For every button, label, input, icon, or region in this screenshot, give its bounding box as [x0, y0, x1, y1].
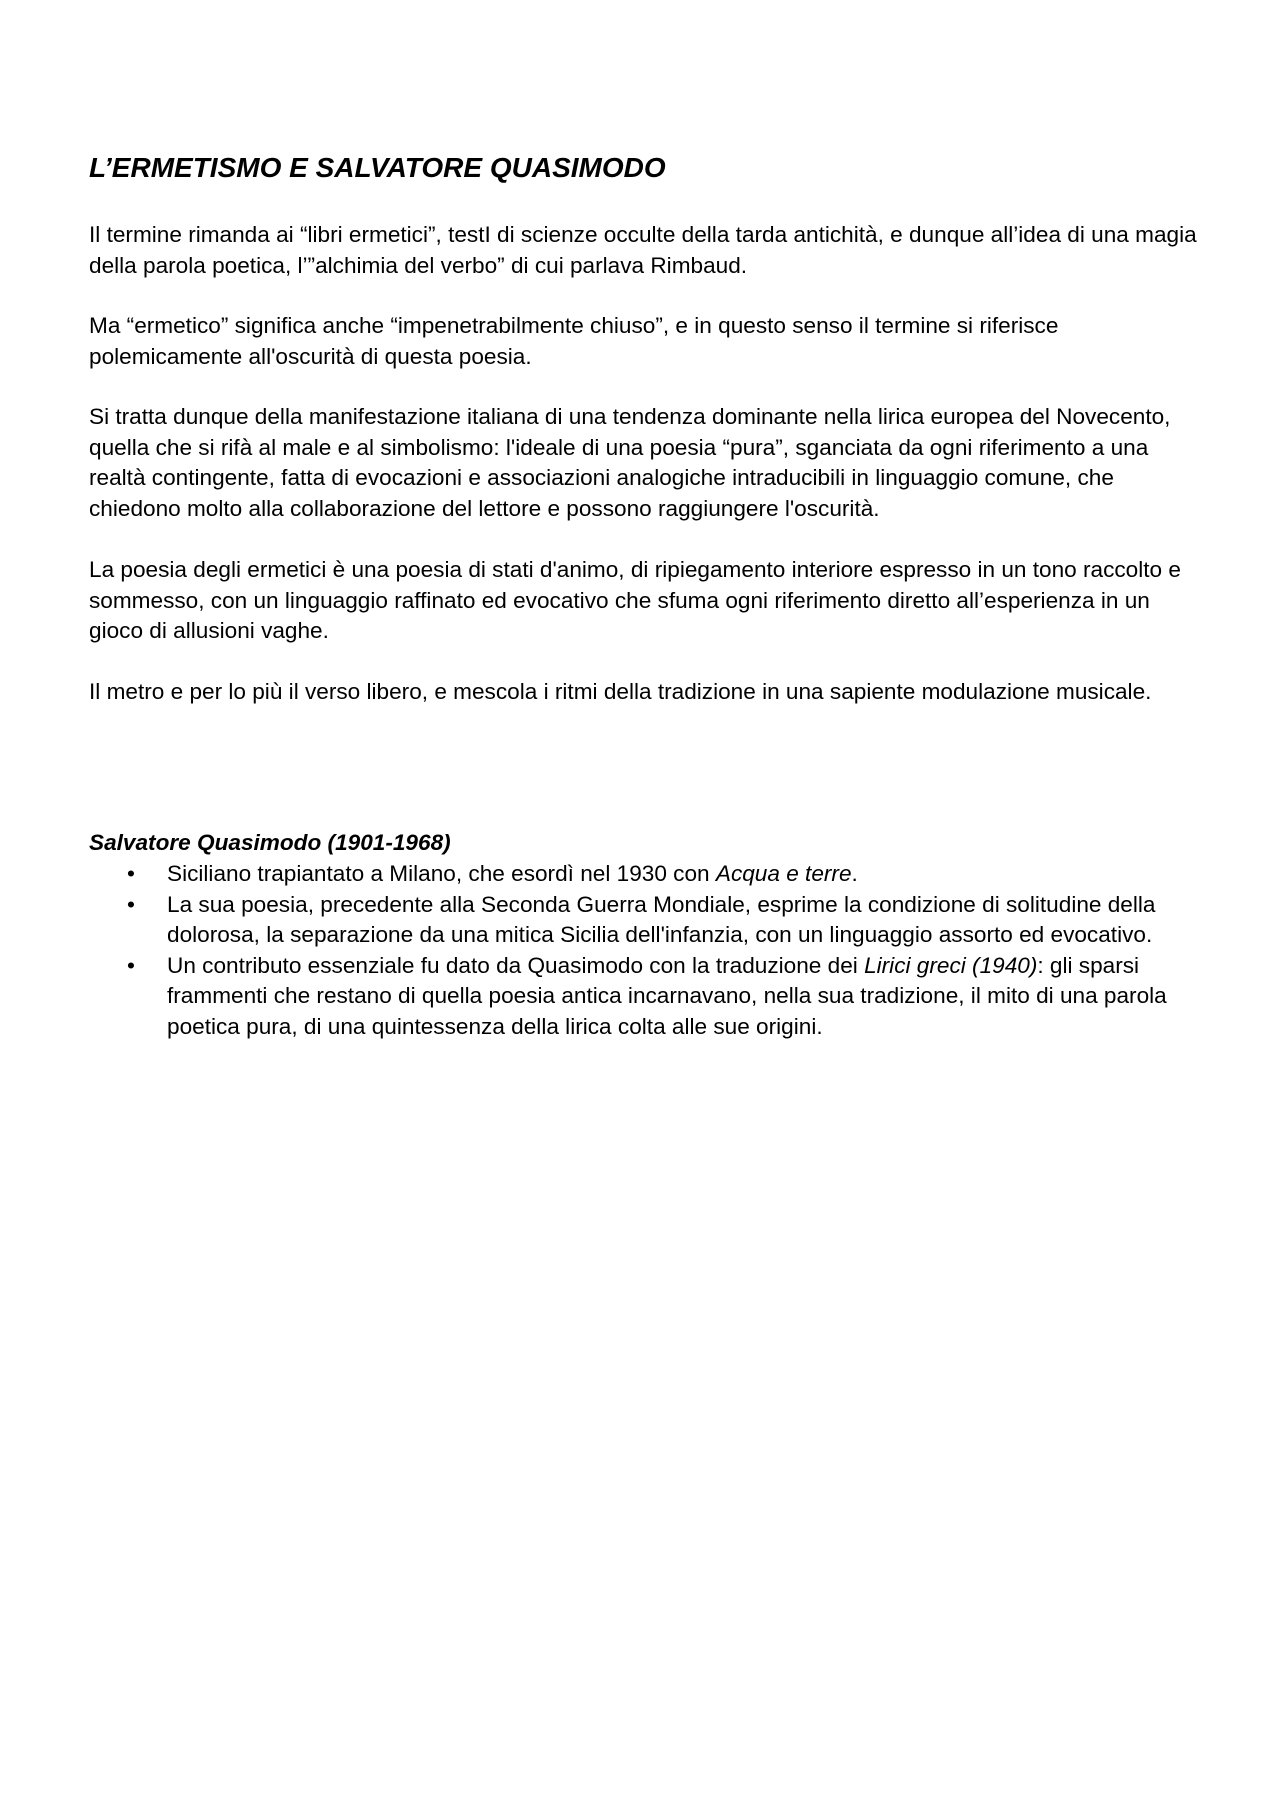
bullet-text: Siciliano trapiantato a Milano, che esordì nel 1930 con — [167, 861, 716, 886]
list-item — [89, 859, 1209, 890]
bullet-text: La sua poesia, precedente alla Seconda Guerra Mondiale, esprime la condizione di solitudine della dolorosa, la separazione da una mitica Sicilia dell'infanzia, con un linguaggio assorto ed evocativo. — [167, 891, 1156, 947]
book-title: Lirici greci (1940) — [864, 952, 1038, 978]
paragraph-libri-ermetici: Il termine rimanda ai “libri ermetici”, testI di scienze occulte della tarda antichità, e dunque all’idea di una magia della parola poetica, l’”alchimia del verbo” di cui parlava Rimbaud. — [89, 222, 1197, 278]
section-heading: Salvatore Quasimodo (1901-1968) — [89, 830, 451, 855]
bullet-icon: • — [127, 891, 135, 917]
document-title: L’ERMETISMO E SALVATORE QUASIMODO — [89, 152, 666, 183]
bullet-text-end: : gli sparsi frammenti che restano di quella poesia antica incarnavano, nella sua tradizione, il mito di una parola poetica pura, di una quintessenza della lirica colta alle sue origini. — [167, 952, 1167, 1039]
bullet-list — [89, 859, 1209, 1042]
book-title: Acqua e terre — [715, 861, 852, 886]
bullet-icon: • — [127, 861, 135, 886]
paragraph-ermetico-chiuso: Ma “ermetico” significa anche “impenetrabilmente chiuso”, e in questo senso il termine si riferisce polemicamente all'oscurità di questa poesia. — [89, 313, 1059, 369]
bullet-text-end: . — [851, 861, 858, 886]
list-item — [89, 890, 1209, 951]
paragraph-metro: Il metro e per lo più il verso libero, e mescola i ritmi della tradizione in una sapiente modulazione musicale. — [89, 679, 1152, 704]
bullet-icon: • — [127, 952, 135, 978]
paragraph-poesia-ermetici: La poesia degli ermetici è una poesia di stati d'animo, di ripiegamento interiore espresso in un tono raccolto e sommesso, con un linguaggio raffinato ed evocativo che sfuma ogni riferimento diretto all’esperienza in un gioco di allusioni vaghe. — [89, 557, 1181, 643]
paragraph-manifestazione-italiana: Si tratta dunque della manifestazione italiana di una tendenza dominante nella lirica europea del Novecento, quella che si rifà al male e al simbolismo: l'ideale di una poesia “pura”, sganciata da ogni riferimento a una realtà contingente, fatta di evocazioni e associazioni analogiche intraducibili in linguaggio comune, che chiedono molto alla collaborazione del lettore e possono raggiungere l'oscurità. — [89, 404, 1171, 521]
bullet-text: Un contributo essenziale fu dato da Quasimodo con la traduzione dei — [167, 952, 865, 978]
list-item — [89, 951, 1209, 1043]
